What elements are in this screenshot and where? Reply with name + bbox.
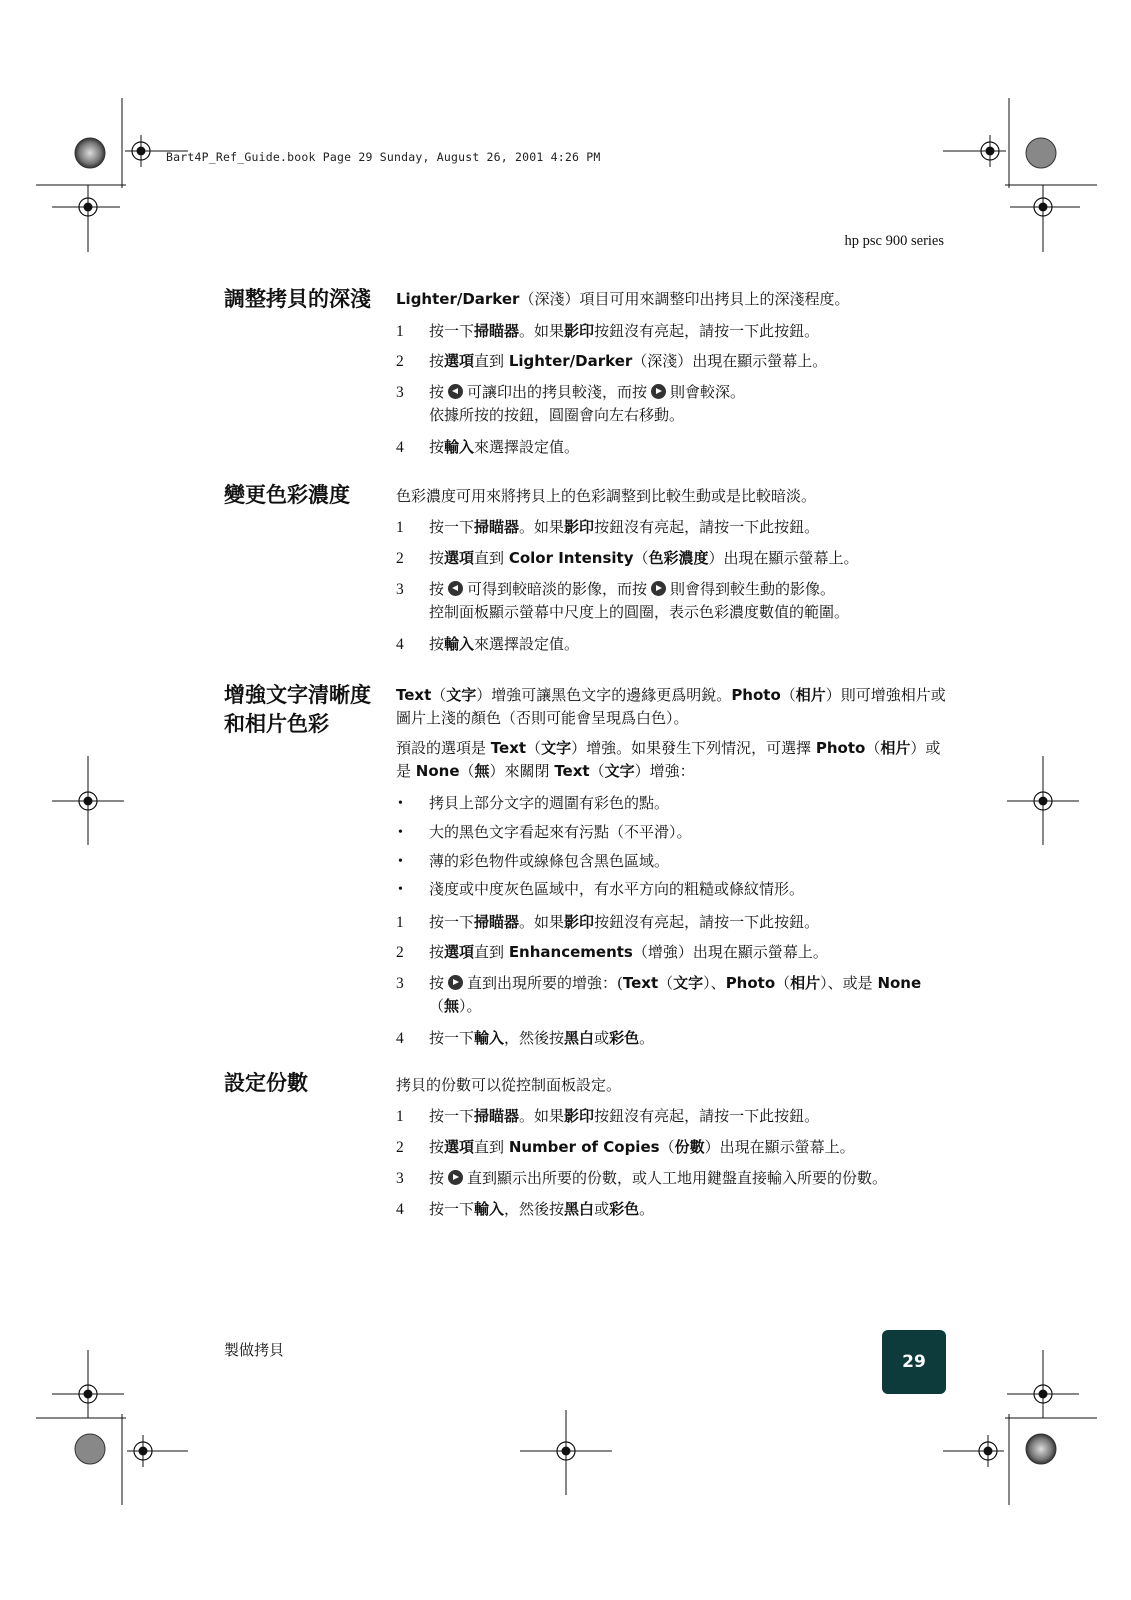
section-intro: 色彩濃度可用來將拷貝上的色彩調整到比較生動或是比較暗淡。 [396, 487, 817, 505]
section-intro: 拷貝的份數可以從控制面板設定。 [396, 1076, 622, 1094]
right-arrow-button-icon [651, 581, 666, 596]
page-number-badge: 29 [882, 1330, 946, 1394]
printer-rosette-icon [75, 138, 105, 168]
left-arrow-button-icon [448, 384, 463, 399]
printer-rosette-icon [1026, 1434, 1056, 1464]
header-product-name: hp psc 900 series [844, 233, 944, 249]
footer-chapter-title: 製做拷貝 [224, 1341, 285, 1359]
section-heading-copies: 設定份數 [224, 1071, 308, 1095]
right-arrow-button-icon [448, 975, 463, 990]
section-heading-enhancements: 增強文字清晰度和相片色彩 [224, 683, 371, 736]
print-info-line: Bart4P_Ref_Guide.book Page 29 Sunday, August 26, 2001 4:26 PM [166, 150, 601, 164]
right-arrow-button-icon [448, 1170, 463, 1185]
printer-rosette-icon [75, 1434, 105, 1464]
section-intro: Text（文字）增強可讓黑色文字的邊緣更爲明銳。Photo（相片）則可增強相片或圖片上淺的顏色（否則可能會呈現爲白色）。 [396, 686, 946, 727]
section-heading-lightness: 調整拷貝的深淺 [224, 287, 371, 311]
printer-rosette-icon [1026, 138, 1056, 168]
left-arrow-button-icon [448, 581, 463, 596]
right-arrow-button-icon [651, 384, 666, 399]
section-intro: 預設的選項是 Text（文字）增強。如果發生下列情況，可選擇 Photo（相片）或是 None（無）來關閉 Text（文字）增強： [396, 739, 941, 780]
section-intro: Lighter/Darker（深淺）項目可用來調整印出拷貝上的深淺程度。 [396, 290, 850, 308]
section-heading-color-intensity: 變更色彩濃度 [224, 483, 350, 507]
